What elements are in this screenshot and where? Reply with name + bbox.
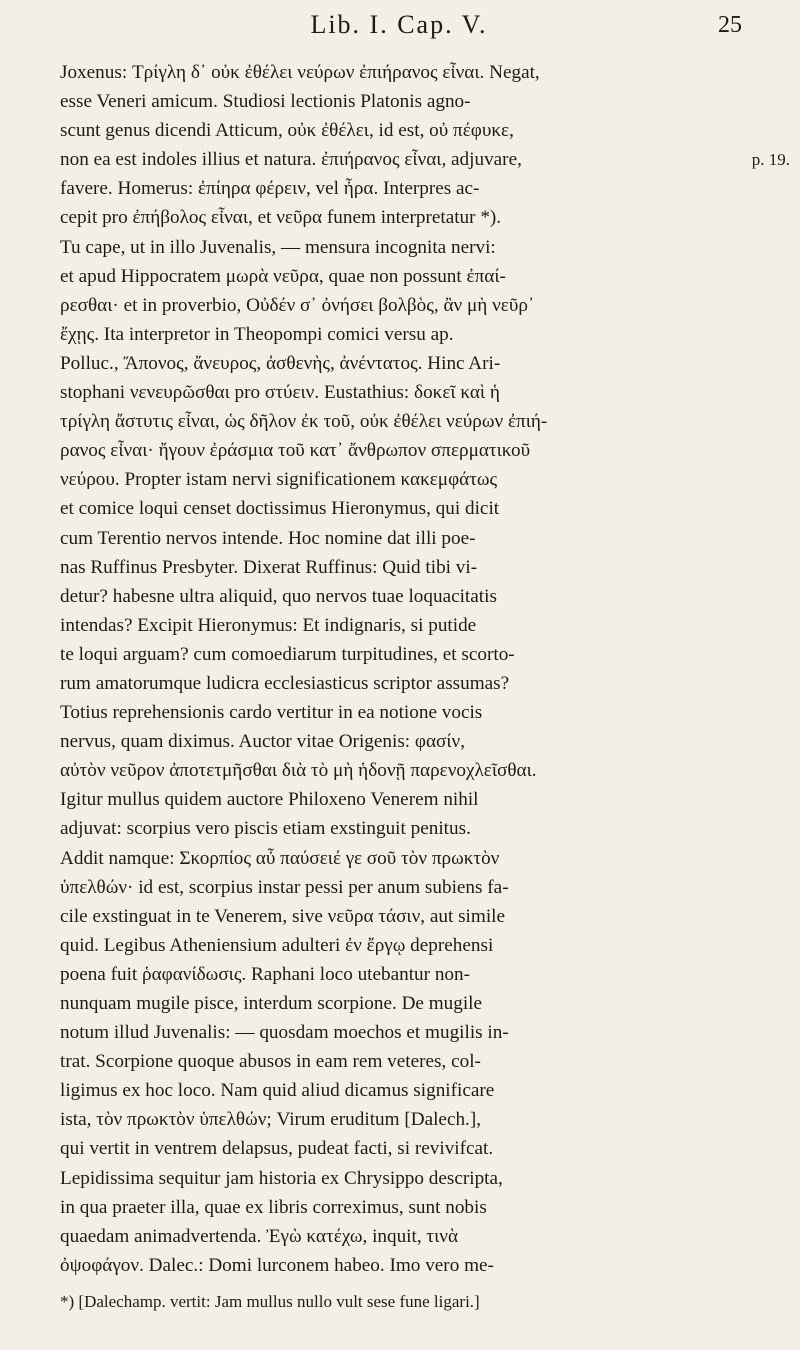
text-line — [60, 1047, 738, 1076]
text-line — [60, 1251, 738, 1280]
text-line — [60, 640, 738, 669]
line-text: Addit namque: Σκορπίος αὖ παύσειέ γε σοῦ τὸν πρωκτὸν — [60, 847, 500, 869]
text-line — [60, 989, 738, 1018]
text-line — [60, 1193, 738, 1222]
line-text: notum illud Juvenalis: — quosdam moechos et mugilis in- — [60, 1022, 509, 1044]
running-head: Lib. I. Cap. V. — [310, 10, 488, 39]
line-text: ista, τὸν πρωκτὸν ὑπελθών; Virum eruditum [Dalech.], — [60, 1109, 482, 1131]
line-text: in qua praeter illa, quae ex libris correximus, sunt nobis — [60, 1196, 487, 1218]
text-line — [60, 1076, 738, 1105]
line-text: ὀψοφάγον. Dalec.: Domi lurconem habeo. Imo vero me- — [60, 1254, 494, 1276]
line-text: quid. Legibus Atheniensium adulteri ἐν ἔργῳ deprehensi — [60, 934, 494, 956]
line-text: Tu cape, ut in illo Juvenalis, — mensura incognita nervi: — [60, 236, 496, 258]
text-line — [60, 116, 738, 145]
line-text: ρανος εἶναι· ἤγουν ἐράσμια τοῦ κατ᾽ ἄνθρωπον σπερματικοῦ — [60, 440, 531, 462]
line-text: favere. Homerus: ἐπίηρα φέρειν, vel ἦρα. Interpres ac- — [60, 178, 480, 200]
text-line — [60, 1164, 738, 1193]
text-line — [60, 436, 738, 465]
line-text: et apud Hippocratem μωρὰ νεῦρα, quae non possunt ἐπαί- — [60, 265, 506, 287]
line-text: cepit pro ἐπήβολος εἶναι, et νεῦρα funem interpretatur *). — [60, 207, 502, 229]
text-line — [60, 669, 738, 698]
line-text: nunquam mugile pisce, interdum scorpione. De mugile — [60, 993, 483, 1014]
text-line — [60, 378, 738, 407]
line-text: Igitur mullus quidem auctore Philoxeno Venerem nihil — [60, 789, 479, 811]
line-text: Lepidissima sequitur jam historia ex Chrysippo descripta, — [60, 1167, 503, 1189]
text-line — [60, 291, 738, 320]
text-line — [60, 524, 738, 553]
text-line — [60, 349, 738, 378]
line-text: Polluc., Ἄπονος, ἄνευρος, ἀσθενὴς, ἀνέντατος. Hinc Ari- — [60, 352, 501, 374]
line-text: esse Veneri amicum. Studiosi lectionis Platonis agno- — [60, 91, 471, 113]
line-text: τρίγλη ἄστυτις εἶναι, ὡς δῆλον ἐκ τοῦ, οὐκ ἐθέλει νεύρων ἐπιή- — [60, 411, 548, 433]
line-text: ligimus ex hoc loco. Nam quid aliud dicamus significare — [60, 1080, 495, 1102]
line-text: Joxenus: Τρίγλη δ᾽ οὐκ ἐθέλει νεύρων ἐπιήρανος εἶναι. Negat, — [60, 62, 540, 83]
line-text: quaedam animadvertenda. Ἐγὼ κατέχω, inquit, τινὰ — [60, 1225, 459, 1247]
line-text: cum Terentio nervos intende. Hoc nomine dat illi poe- — [60, 527, 476, 549]
text-line — [60, 960, 738, 989]
text-line — [60, 844, 738, 873]
text-line — [60, 611, 738, 640]
line-text: Totius reprehensionis cardo vertitur in ea notione vocis — [60, 702, 483, 724]
line-text: qui vertit in ventrem delapsus, pudeat facti, si revivifcat. — [60, 1138, 494, 1160]
text-line — [60, 233, 738, 262]
line-text: poena fuit ῥαφανίδωσις. Raphani loco utebantur non- — [60, 963, 471, 985]
text-line — [60, 814, 738, 843]
line-text: non ea est indoles illius et natura. ἐπιήρανος εἶναι, adjuvare, — [60, 149, 522, 171]
text-line — [60, 785, 738, 814]
line-text: αὐτὸν νεῦρον ἀποτετμῆσθαι διὰ τὸ μὴ ἡδονῇ παρενοχλεῖσθαι. — [60, 760, 537, 782]
line-text: νεύρου. Propter istam nervi significationem κακεμφάτως — [60, 469, 498, 491]
text-line — [60, 494, 738, 523]
text-line — [60, 553, 738, 582]
line-text: rum amatorumque ludicra ecclesiasticus scriptor assumas? — [60, 672, 510, 694]
line-text: nervus, quam diximus. Auctor vitae Origenis: φασίν, — [60, 731, 466, 753]
footnote: *) [Dalechamp. vertit: Jam mullus nullo vult sese fune ligari.] — [60, 1291, 480, 1311]
line-text: ἔχῃς. Ita interpretor in Theopompi comici versu ap. — [60, 323, 454, 345]
line-text: nas Ruffinus Presbyter. Dixerat Ruffinus: Quid tibi vi- — [60, 556, 478, 578]
margin-page-reference: p. 19. — [751, 150, 790, 170]
text-line — [60, 727, 738, 756]
line-text: adjuvat: scorpius vero piscis etiam exstinguit penitus. — [60, 818, 471, 840]
line-text: ὑπελθών· id est, scorpius instar pessi per anum subiens fa- — [60, 876, 509, 898]
line-text: intendas? Excipit Hieronymus: Et indignaris, si putide — [60, 614, 477, 636]
footnote-spacer — [60, 1280, 738, 1290]
text-line — [60, 262, 738, 291]
line-text: detur? habesne ultra aliquid, quo nervos tuae loquacitatis — [60, 585, 497, 607]
text-line — [60, 174, 738, 203]
line-text: cile exstinguat in te Venerem, sive νεῦρα τάσιν, aut simile — [60, 905, 505, 927]
text-line — [60, 1018, 738, 1047]
line-text: et comice loqui censet doctissimus Hieronymus, qui dicit — [60, 498, 500, 520]
text-line — [60, 145, 790, 174]
line-text: stophani νενευρῶσθαι pro στύειν. Eustathius: δοκεῖ καὶ ἡ — [60, 382, 500, 404]
page-number: 25 — [718, 12, 742, 38]
text-line — [60, 1134, 738, 1163]
text-line — [60, 756, 738, 785]
text-line — [60, 203, 738, 232]
line-text: scunt genus dicendi Atticum, οὐκ ἐθέλει, id est, οὐ πέφυκε, — [60, 120, 514, 142]
line-text: ρεσθαι· et in proverbio, Οὐδέν σ᾽ ὀνήσει βολβὸς, ἂν μὴ νεῦρ᾽ — [60, 294, 535, 316]
text-line — [60, 58, 738, 87]
text-line — [60, 1105, 738, 1134]
text-line — [60, 465, 738, 494]
text-line — [60, 902, 738, 931]
line-text: trat. Scorpione quoque abusos in eam rem veteres, col- — [60, 1051, 481, 1073]
line-text: te loqui arguam? cum comoediarum turpitudines, et scorto- — [60, 643, 515, 665]
text-line — [60, 931, 738, 960]
text-line — [60, 87, 738, 116]
text-line — [60, 407, 738, 436]
text-line — [60, 698, 738, 727]
body-text — [60, 58, 790, 1280]
text-line — [60, 873, 738, 902]
text-line — [60, 320, 738, 349]
page-header — [60, 0, 742, 58]
text-line — [60, 1222, 738, 1251]
text-line — [60, 582, 738, 611]
